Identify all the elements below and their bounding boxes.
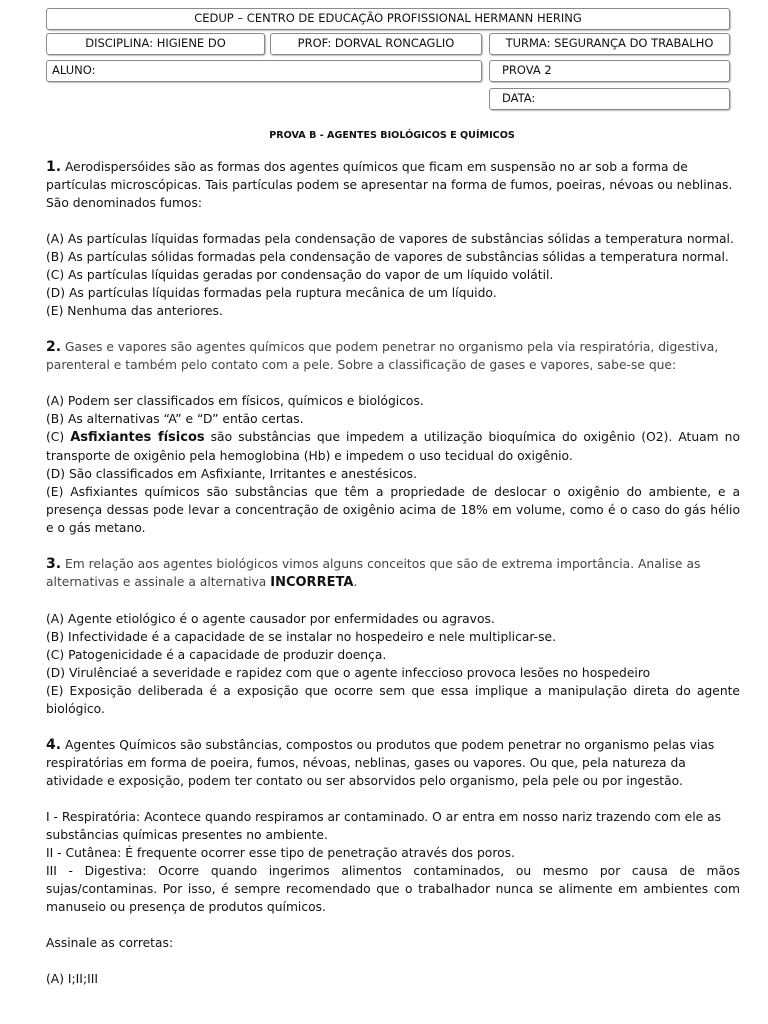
question-text: Agentes Químicos são substâncias, compostos ou produtos que podem penetrar no organismo pelas vias respiratórias em forma de poeira, fumos, névoas, neblinas, gases ou vapores. Ou que, pela natureza da atividade e exposição, podem ter contato ou ser absorvidos pelo organismo, pela pele ou por ingestão.: [46, 738, 715, 788]
teacher-box: [270, 33, 482, 55]
q3-option-a[interactable]: (A) Agente etiológico é o agente causador por enfermidades ou agravos.: [46, 612, 495, 626]
question-1: [46, 158, 740, 212]
q2-option-b[interactable]: (B) As alternativas “A” e “D” então certas.: [46, 412, 304, 426]
exam-content: [46, 158, 740, 988]
question-text: Aerodispersóides são as formas dos agentes químicos que ficam em suspensão no ar sob a forma de partículas microscópicas. Tais partículas podem se apresentar na forma de fumos, poeiras, névoas ou neblinas. São denominados fumos:: [46, 160, 733, 210]
teacher-label: PROF: DORVAL RONCAGLIO: [297, 36, 455, 51]
q3-option-c[interactable]: (C) Patogenicidade é a capacidade de produzir doença.: [46, 648, 387, 662]
class-label: TURMA: SEGURANÇA DO TRABALHO: [505, 36, 714, 51]
question-number: 2.: [46, 339, 62, 355]
q4-option-a[interactable]: (A) I;II;III: [46, 972, 98, 986]
question-number: 4.: [46, 737, 62, 753]
q4-prompt: Assinale as corretas:: [46, 936, 174, 950]
q2-option-e[interactable]: (E) Asfixiantes químicos são substâncias que têm a propriedade de deslocar o oxigênio do ambiente, e a presença dessas pode levar a concentração de oxigênio acima de 18% em volume, como é o caso do gás hélio e o gás metano.: [46, 485, 740, 535]
q2-option-d[interactable]: (D) São classificados em Asfixiante, Irritantes e anestésicos.: [46, 467, 417, 481]
exam-box: [489, 60, 730, 82]
q3-option-b[interactable]: (B) Infectividade é a capacidade de se instalar no hospedeiro e nele multiplicar-se.: [46, 630, 556, 644]
q3-option-d[interactable]: (D) Virulênciaé a severidade e rapidez com que o agente infeccioso provoca lesões no hospedeiro: [46, 666, 651, 680]
question-text: Gases e vapores são agentes químicos que podem penetrar no organismo pela via respiratória, digestiva, parenteral e também pelo contato com a pele. Sobre a classificação de gases e vapores, sabe-se que:: [46, 340, 719, 372]
discipline-label: DISCIPLINA: HIGIENE DO: [85, 36, 226, 51]
discipline-box: [46, 33, 265, 55]
emphasized-term: Asfixiantes físicos: [70, 430, 205, 445]
question-end: .: [353, 575, 358, 589]
q1-option-c[interactable]: (C) As partículas líquidas geradas por condensação do vapor de um líquido volátil.: [46, 268, 554, 282]
q2-option-c[interactable]: [46, 428, 740, 465]
emphasized-word: INCORRETA: [270, 575, 354, 590]
q3-option-e[interactable]: (E) Exposição deliberada é a exposição que ocorre sem que essa implique a manipulação direta do agente biológico.: [46, 684, 740, 716]
exam-title: PROVA B - AGENTES BIOLÓGICOS E QUÍMICOS: [269, 130, 515, 141]
option-prefix: (C): [46, 430, 71, 444]
q1-option-a[interactable]: (A) As partículas líquidas formadas pela condensação de vapores de substâncias sólidas a temperatura normal.: [46, 232, 734, 246]
q4-item-3: III - Digestiva: Ocorre quando ingerimos alimentos contaminados, ou mesmo por causa de mãos sujas/contaminas. Por isso, é sempre recomendado que o trabalhador nunca se alimente em ambientes com manuseio ou presença de produtos químicos.: [46, 864, 740, 914]
q1-option-b[interactable]: (B) As partículas sólidas formadas pela condensação de vapores de substâncias sólidas a temperatura normal.: [46, 250, 729, 264]
question-2: [46, 338, 740, 374]
student-name-field[interactable]: [46, 60, 482, 82]
q4-item-1: I - Respiratória: Acontece quando respiramos ar contaminado. O ar entra em nosso nariz trazendo com ele as substâncias químicas presentes no ambiente.: [46, 810, 722, 842]
question-4: [46, 736, 740, 790]
question-3: [46, 555, 740, 592]
q2-option-a[interactable]: (A) Podem ser classificados em físicos, químicos e biológicos.: [46, 394, 424, 408]
question-text: Em relação aos agentes biológicos vimos alguns conceitos que são de extrema importância. Analise as alternativas e assinale a alternativa: [46, 557, 701, 589]
q4-item-2: II - Cutânea: É frequente ocorrer esse tipo de penetração através dos poros.: [46, 846, 515, 860]
school-name: CEDUP – CENTRO DE EDUCAÇÃO PROFISSIONAL HERMANN HERING: [194, 11, 582, 26]
student-label: ALUNO:: [52, 63, 96, 78]
question-number: 1.: [46, 159, 62, 175]
date-field[interactable]: [489, 88, 730, 110]
question-number: 3.: [46, 556, 62, 572]
q1-option-e[interactable]: (E) Nenhuma das anteriores.: [46, 304, 223, 318]
school-name-box: [46, 8, 730, 30]
class-box: [489, 33, 730, 55]
option-text: são substâncias que impedem a utilização bioquímica do oxigênio (O2). Atuam no transporte de oxigênio pela hemoglobina (Hb) e impedem o uso tecidual do oxigênio.: [46, 430, 741, 463]
exam-label: PROVA 2: [502, 63, 552, 78]
date-label: DATA:: [502, 91, 536, 106]
q1-option-d[interactable]: (D) As partículas líquidas formadas pela ruptura mecânica de um líquido.: [46, 286, 497, 300]
